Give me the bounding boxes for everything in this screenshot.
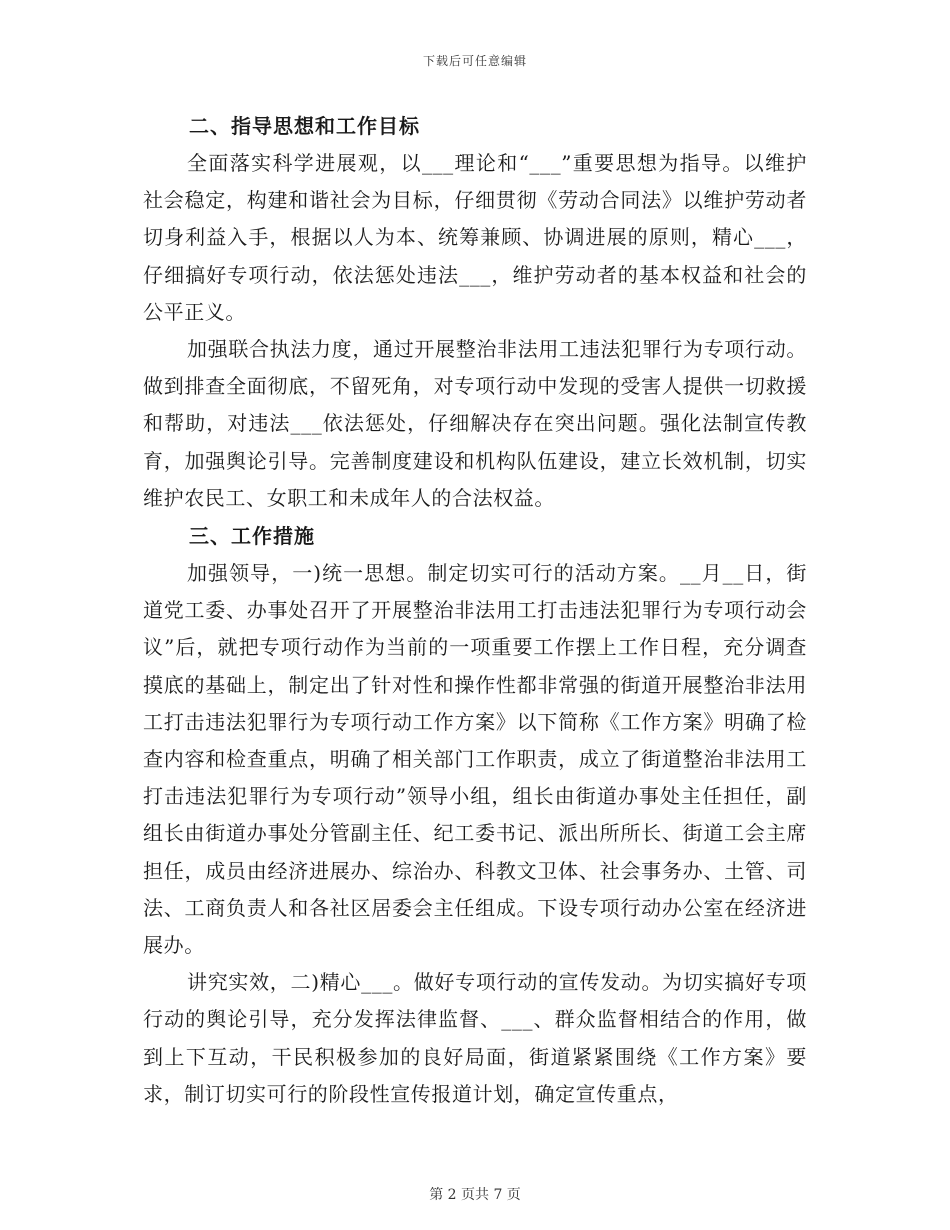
paragraph: 加强领导，一)统一思想。制定切实可行的活动方案。__月__日，街道党工委、办事处召开了开展整治非法用工打击违法犯罪行为专项行动会议”后，就把专项行动作为当前的一项重要工作摆上工作日程，充分调查摸底的基础上，制定出了针对性和操作性都非常强的街道开展整治非法用工打击违法犯罪行为专项行动工作方案》以下简称《工作方案》明确了检查内容和检查重点，明确了相关部门工作职责，成立了街道整治非法用工打击违法犯罪行为专项行动”领导小组，组长由街道办事处主任担任，副组长由街道办事处分管副主任、纪工委书记、派出所所长、街道工会主席担任，成员由经济进展办、综治办、科教文卫体、社会事务办、土管、司法、工商负责人和各社区居委会主任组成。下设专项行动办公室在经济进展办。	[143, 561, 807, 958]
document-body	[143, 107, 807, 1113]
paragraph: 加强联合执法力度，通过开展整治非法用工违法犯罪行为专项行动。做到排查全面彻底，不留死角，对专项行动中发现的受害人提供一切救援和帮助，对违法___依法惩处，仔细解决存在突出问题。强化法制宣传教育，加强舆论引导。完善制度建设和机构队伍建设，建立长效机制，切实维护农民工、女职工和未成年人的合法权益。	[143, 337, 807, 510]
section-heading-work-measures: 三、工作措施	[189, 524, 315, 549]
section-heading-guiding-ideology: 二、指导思想和工作目标	[189, 114, 420, 138]
paragraph: 全面落实科学进展观，以___理论和“___”重要思想为指导。以维护社会稳定，构建和谐社会为目标，仔细贯彻《劳动合同法》以维护劳动者切身利益入手，根据以人为本、统筹兼顾、协调进展的原则，精心___，仔细搞好专项行动，依法惩处违法___，维护劳动者的基本权益和社会的公平正义。	[143, 151, 807, 324]
page-footer: 第 2 页共 7 页	[429, 1187, 521, 1203]
paragraph: 讲究实效，二)精心___。做好专项行动的宣传发动。为切实搞好专项行动的舆论引导，充分发挥法律监督、___、群众监督相结合的作用，做到上下互动，干民积极参加的良好局面，街道紧紧围绕《工作方案》要求，制订切实可行的阶段性宣传报道计划，确定宣传重点，	[143, 970, 807, 1106]
page-header: 下载后可任意编辑	[422, 54, 527, 68]
